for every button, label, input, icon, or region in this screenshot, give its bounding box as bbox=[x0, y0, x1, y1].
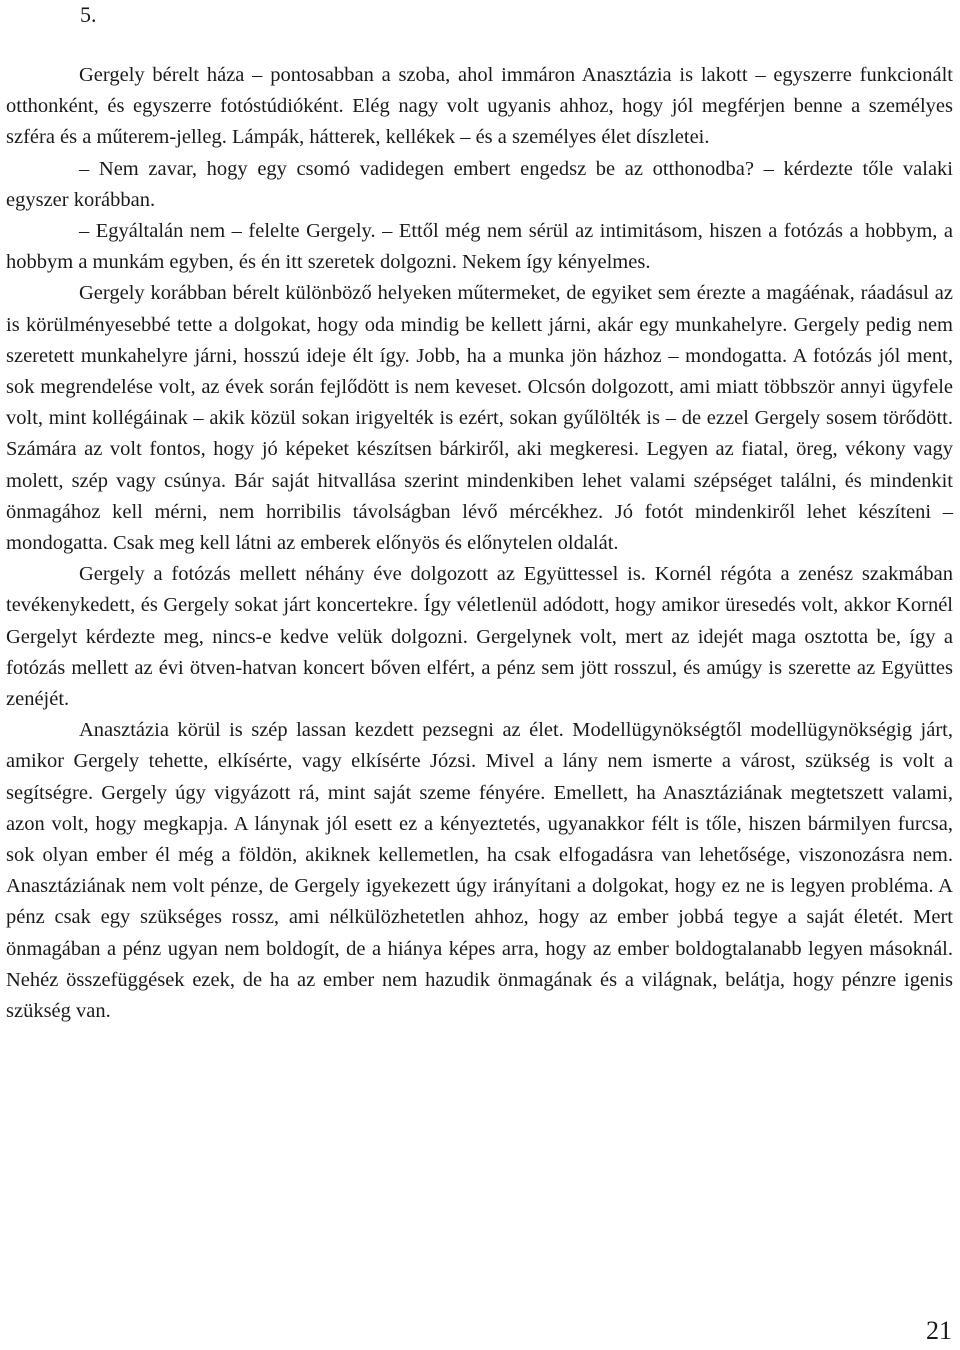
chapter-number: 5. bbox=[80, 2, 97, 27]
paragraph: Anasztázia körül is szép lassan kezdett pezsegni az élet. Modellügynökségtől modellügynökségig járt, amikor Gergely tehette, elkísérte, vagy elkísérte Józsi. Mivel a lány nem ismerte a várost, szükség is volt a segítségre. Gergely úgy vigyázott rá, mint saját szeme fényére. Emellett, ha Anasztáziának megtetszett valami, azon volt, hogy megkapja. A lánynak jól esett ez a kényeztetés, ugyanakkor félt is tőle, hiszen bármilyen furcsa, sok olyan ember él még a földön, akiknek kellemetlen, ha csak elfogadásra van lehetősége, viszonozásra nem. Anasztáziának nem volt pénze, de Gergely igyekezett úgy irányítani a dolgokat, hogy ez ne is legyen probléma. A pénz csak egy szükséges rossz, ami nélkülözhetetlen ahhoz, hogy az ember jobbá tegye a saját életét. Mert önmagában a pénz ugyan nem boldogít, de a hiánya képes arra, hogy az ember boldogtalanabb legyen másoknál. Nehéz összefüggések ezek, de ha az ember nem hazudik önmagának és a világnak, belátja, hogy pénzre igenis szükség van. bbox=[6, 719, 953, 1023]
paragraph: Gergely korábban bérelt különböző helyeken műtermeket, de egyiket sem érezte a magáénak, ráadásul az is körülményesebbé tette a dolgokat, hogy oda mindig be kellett járni, akár egy munkahelyre. Gergely pedig nem szeretett munkahelyre járni, hosszú ideje élt így. Jobb, ha a munka jön házhoz – mondogatta. A fotózás jól ment, sok megrendelése volt, az évek során fejlődött is nem keveset. Olcsón dolgozott, ami miatt többször annyi ügyfele volt, mint kollégáinak – akik közül sokan irigyelték is ezért, sokan gyűlölték is – de ezzel Gergely sosem törődött. Számára az volt fontos, hogy jó képeket készítsen bárkiről, aki megkeresi. Legyen az fiatal, öreg, vékony vagy molett, szép vagy csúnya. Bár saját hitvallása szerint mindenkiben lehet valami szépséget találni, és mindenkit önmagához kell mérni, nem horribilis távolságban lévő mércékhez. Jó fotót mindenkiről lehet készíteni – mondogatta. Csak meg kell látni az emberek előnyös és előnytelen oldalát. bbox=[6, 282, 953, 555]
dialogue-paragraph: – Nem zavar, hogy egy csomó vadidegen embert engedsz be az otthonodba? – kérdezte tőle valaki egyszer korábban. bbox=[6, 157, 953, 211]
page-number: 21 bbox=[926, 1316, 952, 1345]
paragraph: Gergely a fotózás mellett néhány éve dolgozott az Együttessel is. Kornél régóta a zenész szakmában tevékenykedett, és Gergely sokat járt koncertekre. Így véletlenül adódott, hogy amikor üresedés volt, akkor Kornél Gergelyt kérdezte meg, nincs-e kedve velük dolgozni. Gergelynek volt, mert az idejét maga osztotta be, így a fotózás mellett az évi ötven-hatvan koncert bőven elfért, a pénz sem jött rosszul, és amúgy is szerette az Együttes zenéjét. bbox=[6, 563, 953, 711]
paragraph: Gergely bérelt háza – pontosabban a szoba, ahol immáron Anasztázia is lakott – egyszerre funkcionált otthonként, és egyszerre fotóstúdióként. Elég nagy volt ugyanis ahhoz, hogy jól megférjen benne a személyes szféra és a műterem-jelleg. Lámpák, hátterek, kellékek – és a személyes élet díszletei. bbox=[6, 64, 953, 149]
text-body bbox=[6, 60, 953, 1027]
dialogue-paragraph: – Egyáltalán nem – felelte Gergely. – Ettől még nem sérül az intimitásom, hiszen a fotózás a hobbym, a hobbym a munkám egyben, és én itt szeretek dolgozni. Nekem így kényelmes. bbox=[6, 220, 953, 274]
